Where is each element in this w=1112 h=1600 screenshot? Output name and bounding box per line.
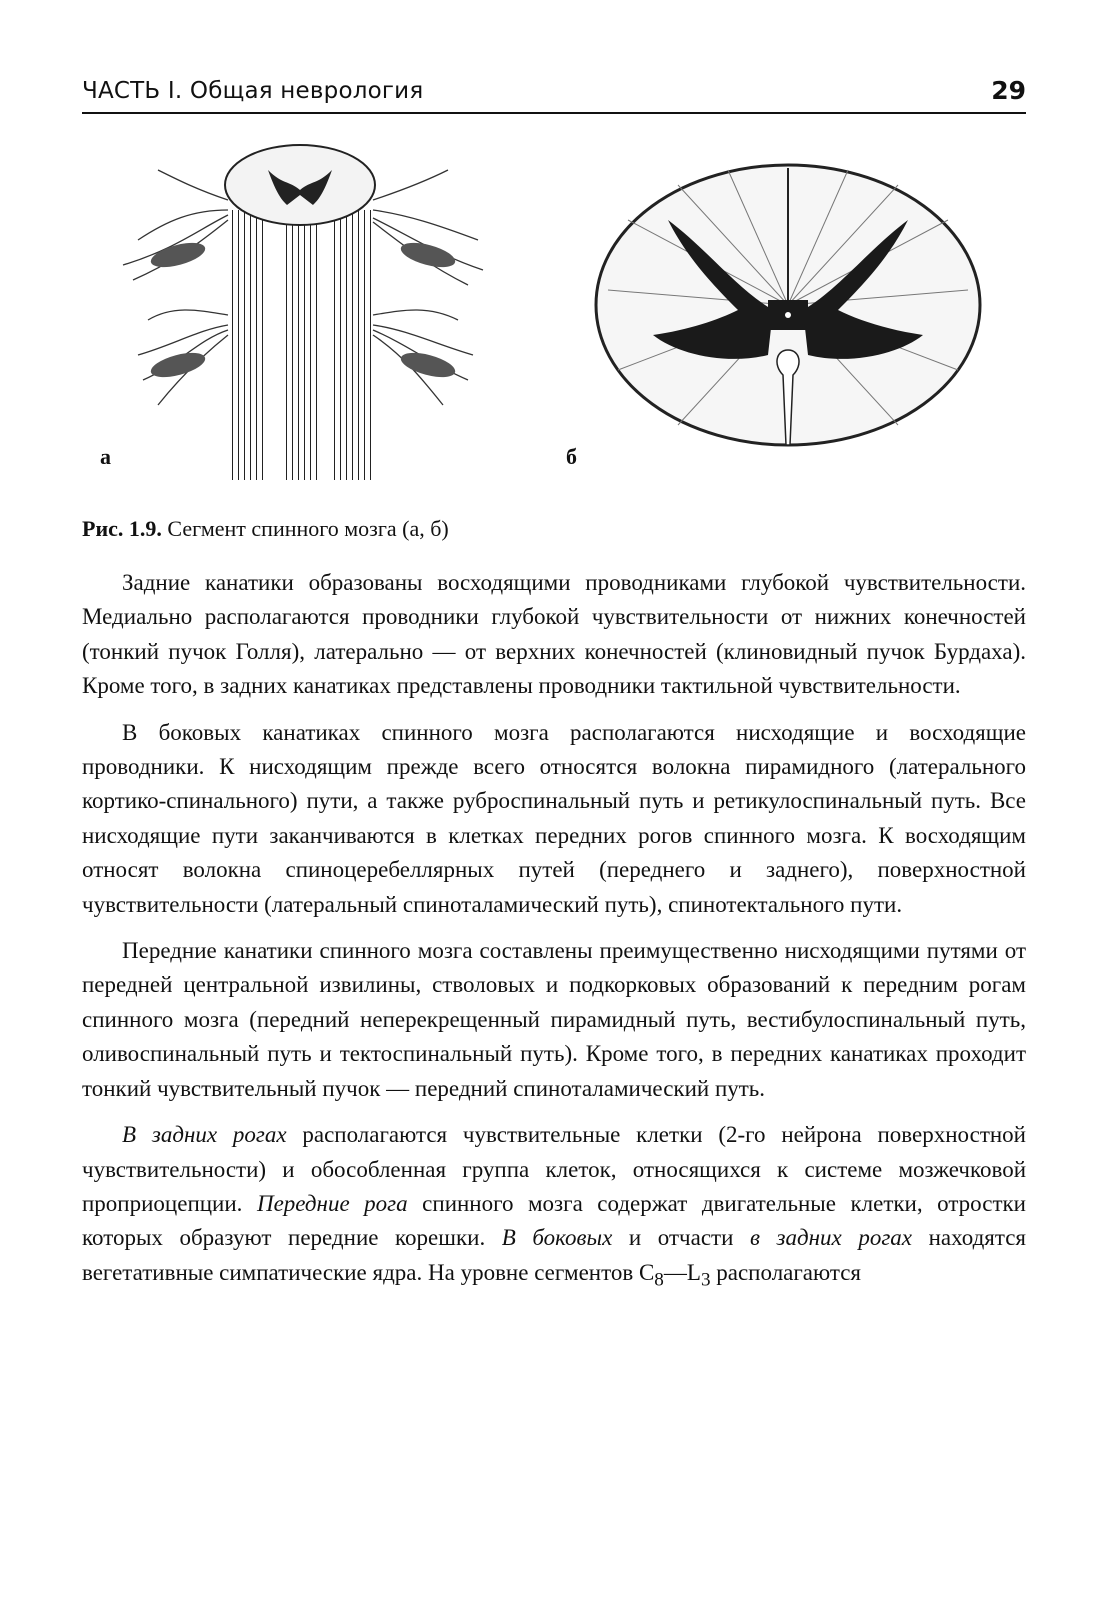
- subscript: 8: [654, 1269, 664, 1291]
- paragraph: Задние канатики образованы восходящими проводниками глубокой чувствительности. Медиально располагаются проводники глубокой чувствительности от нижних конечностей (тонкий пучок Голля), латерально — от верхних конечностей (клиновидный пучок Бурдаха). Кроме того, в задних канатиках представлены проводники тактильной чувствительности.: [82, 570, 1026, 699]
- subscript: 3: [700, 1269, 711, 1291]
- figure-caption: [82, 516, 449, 542]
- figure-caption-number: Рис. 1.9.: [82, 516, 162, 541]
- running-header: [82, 78, 1026, 114]
- spinal-cord-cross-section-illustration: [588, 160, 988, 460]
- text-run: находятся вегетативные симпатические ядра. На уровне сегментов C: [82, 1225, 1026, 1285]
- header-title: ЧАСТЬ I. Общая неврология: [82, 78, 424, 104]
- spinal-cord-segment-illustration: [118, 140, 498, 500]
- text-run: располагаются чувствительные клетки (2-го нейрона поверхностной чувствительности) и обособленная группа клеток, относящихся к системе мозжечковой проприоцепции.: [82, 1122, 1026, 1216]
- paragraph: Передние канатики спинного мозга составлены преимущественно нисходящими путями от передней центральной извилины, стволовых и подкорковых образований к передним рогам спинного мозга (передний неперекрещенный пирамидный путь, вестибулоспинальный путь, оливоспинальный путь и тектоспинальный путь). Кроме того, в передних канатиках проходит тонкий чувствительный пучок — передний спиноталамический путь.: [82, 938, 1026, 1101]
- text-run: располагаются: [710, 1259, 862, 1285]
- emphasis-text: В боковых: [501, 1225, 613, 1251]
- figure-label-b: б: [566, 444, 577, 469]
- paragraph: [82, 1118, 1026, 1298]
- emphasis-text: В задних рогах: [122, 1122, 287, 1148]
- emphasis-text: в задних рогах: [749, 1225, 913, 1251]
- figure-caption-text: Сегмент спинного мозга (а, б): [161, 516, 449, 541]
- paragraph: В боковых канатиках спинного мозга располагаются нисходящие и восходящие проводники. К нисходящим прежде всего относятся волокна пирамидного (латерального кортико-спинального) пути, а также руброспинальный путь и ретикулоспинальный путь. Все нисходящие пути заканчиваются в клетках передних рогов спинного мозга. К восходящим относят волокна спиноцеребеллярных путей (переднего и заднего), поверхностной чувствительности (латеральный спиноталамический путь), спинотектального пути.: [82, 719, 1026, 917]
- text-run: спинного мозга содержат двигательные клетки, отростки которых образуют передние корешки.: [82, 1190, 1026, 1251]
- text-run: —L: [663, 1259, 701, 1285]
- body-text: [82, 566, 1026, 1310]
- text-run: и отчасти: [612, 1225, 750, 1251]
- page-number: 29: [991, 76, 1026, 105]
- emphasis-text: Передние рога: [256, 1190, 408, 1216]
- figure-label-a: а: [100, 444, 111, 469]
